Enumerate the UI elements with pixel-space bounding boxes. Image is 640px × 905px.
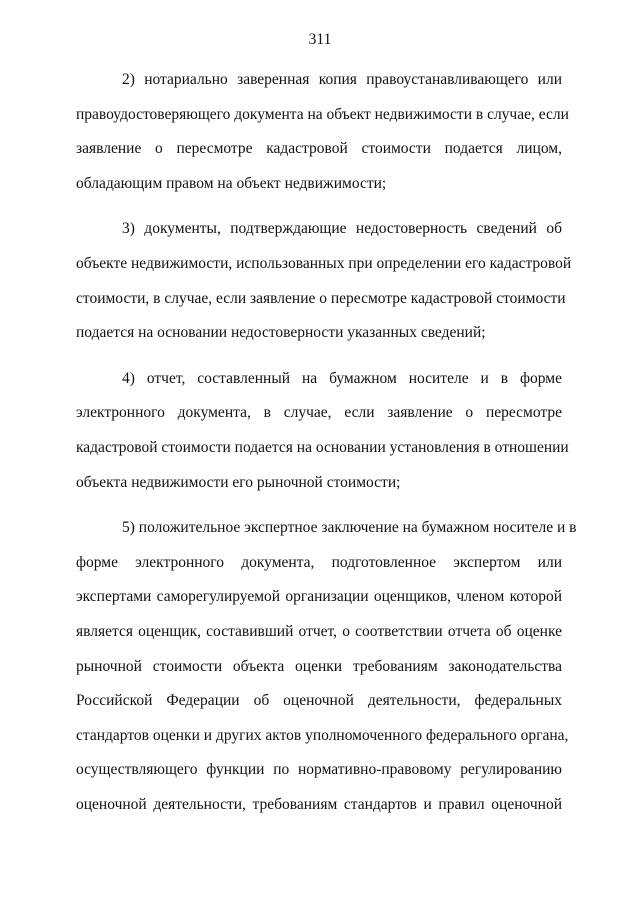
text-line: оценочной деятельности, требованиям стандартов и правил оценочной (76, 795, 562, 813)
text-line: подается на основании недостоверности указанных сведений; (76, 324, 486, 342)
text-line: является оценщик, составивший отчет, о соответствии отчета об оценке (76, 622, 562, 640)
page-number: 311 (308, 31, 332, 48)
text-line: правоудостоверяющего документа на объект недвижимости в случае, если (76, 105, 569, 123)
text-line: 3) документы, подтверждающие недостоверность сведений об (122, 220, 562, 238)
text-line: объекте недвижимости, использованных при определении его кадастровой (76, 254, 572, 272)
text-line: электронного документа, в случае, если заявление о пересмотре (76, 404, 562, 422)
paragraph-item-2 (76, 63, 569, 201)
text-line: осуществляющего функции по нормативно-правовому регулированию (76, 761, 562, 779)
text-line: стандартов оценки и других актов уполномоченного федерального органа, (76, 726, 569, 744)
text-line: экспертами саморегулируемой организации оценщиков, членом которой (76, 588, 562, 606)
text-line: форме электронного документа, подготовленное экспертом или (76, 553, 562, 571)
paragraph-item-4 (76, 362, 569, 500)
text-line: рыночной стоимости объекта оценки требованиям законодательства (76, 657, 562, 675)
text-line: объекта недвижимости его рыночной стоимости; (76, 473, 401, 491)
text-line: 2) нотариально заверенная копия правоустанавливающего или (122, 71, 562, 88)
text-line: 5) положительное экспертное заключение на бумажном носителе и в (122, 519, 577, 537)
text-line: кадастровой стоимости подается на основании установления в отношении (76, 438, 569, 456)
text-line: заявление о пересмотре кадастровой стоимости подается лицом, (76, 140, 562, 158)
text-line: обладающим правом на объект недвижимости; (76, 174, 387, 192)
text-line: 4) отчет, составленный на бумажном носителе и в форме (122, 369, 562, 387)
text-line: Российской Федерации об оценочной деятельности, федеральных (76, 692, 562, 710)
paragraph-item-3 (76, 212, 572, 350)
paragraph-item-5 (76, 511, 577, 822)
document-body (76, 63, 577, 833)
text-line: стоимости, в случае, если заявление о пересмотре кадастровой стоимости (76, 289, 566, 307)
